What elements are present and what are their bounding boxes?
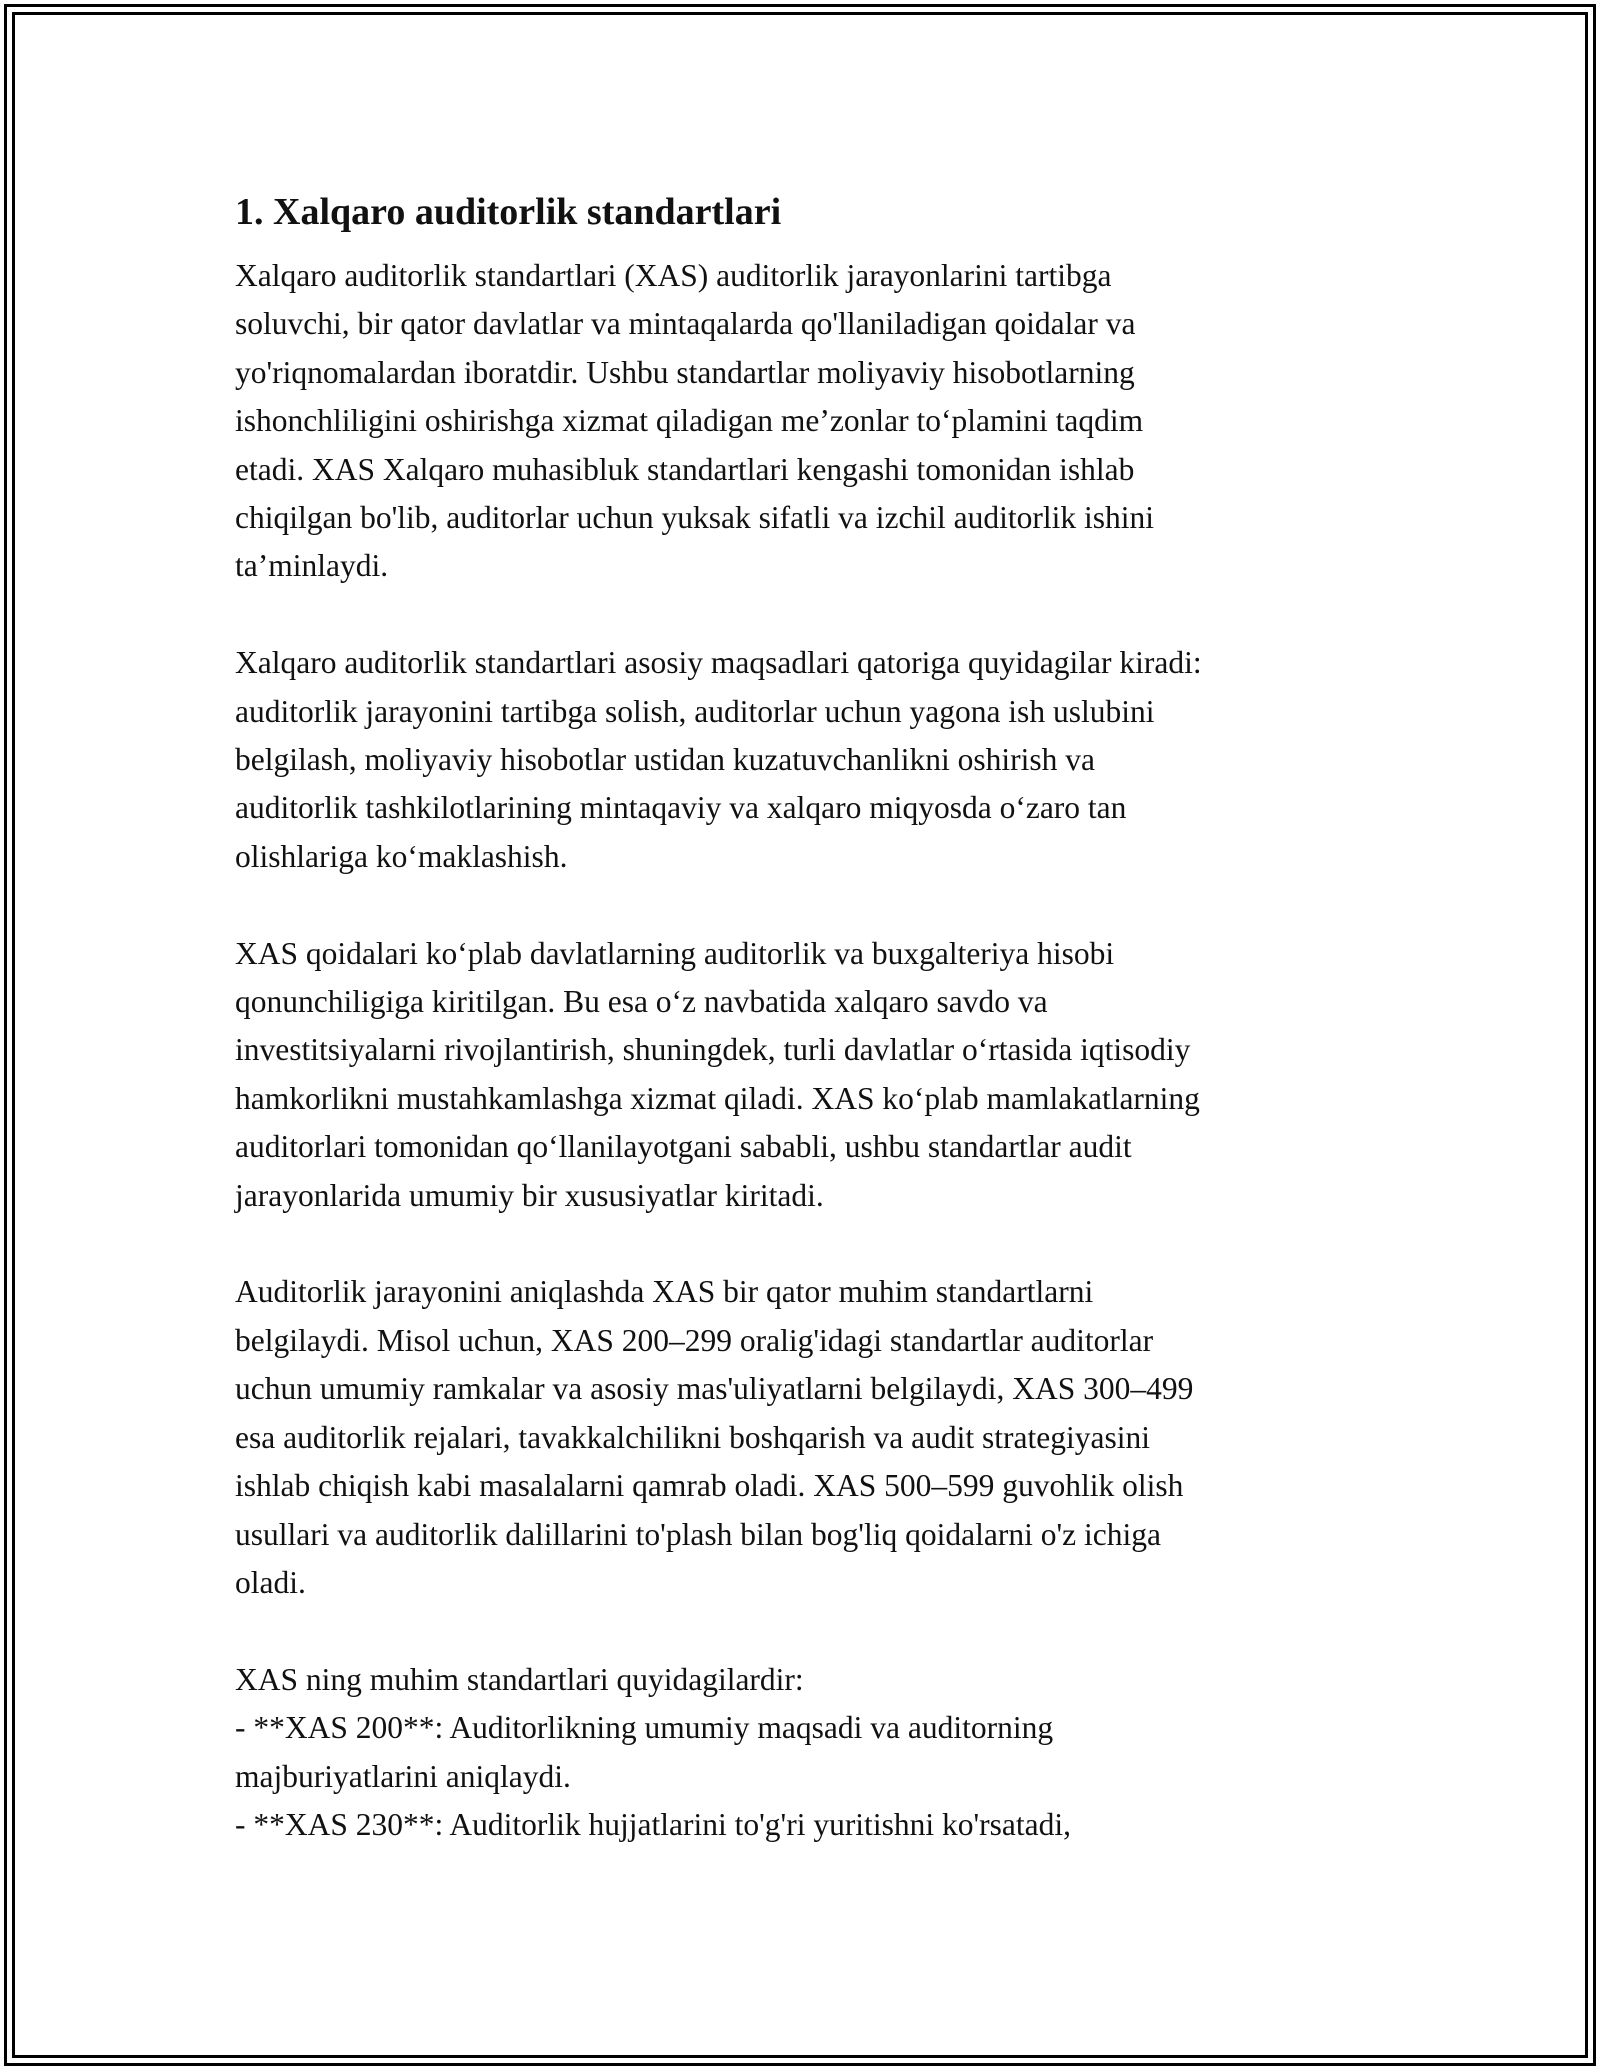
text-line: esa auditorlik rejalari, tavakkalchilikni boshqarish va audit strategiyasini — [235, 1419, 1150, 1455]
text-line: investitsiyalarni rivojlantirish, shuningdek, turli davlatlar o‘rtasida iqtisodiy — [235, 1032, 1191, 1068]
text-line: usullari va auditorlik dalillarini to'plash bilan bog'liq qoidalarni o'z ichiga — [235, 1516, 1161, 1552]
text-line: majburiyatlarini aniqlaydi. — [235, 1758, 571, 1794]
text-line: Auditorlik jarayonini aniqlashda XAS bir qator muhim standartlarni — [235, 1274, 1094, 1310]
text-line: oladi. — [235, 1564, 306, 1600]
text-line: auditorlik jarayonini tartibga solish, auditorlar uchun yagona ish uslubini — [235, 693, 1155, 729]
paragraph-xas-ranges — [235, 1268, 1375, 1607]
list-item: - **XAS 200**: Auditorlikning umumiy maqsadi va auditorning — [235, 1710, 1054, 1746]
text-line: hamkorlikni mustahkamlashga xizmat qiladi. XAS ko‘plab mamlakatlarning — [235, 1080, 1200, 1116]
paragraph-xas-goals — [235, 639, 1375, 881]
paragraph-xas-key-standards — [235, 1656, 1375, 1850]
text-line: Xalqaro auditorlik standartlari (XAS) auditorlik jarayonlarini tartibga — [235, 258, 1112, 293]
text-line: ta’minlaydi. — [235, 548, 389, 584]
list-item: - **XAS 230**: Auditorlik hujjatlarini to'g'ri yuritishni ko'rsatadi, — [235, 1806, 1071, 1842]
text-line: Xalqaro auditorlik standartlari asosiy maqsadlari qatoriga quyidagilar kiradi: — [235, 645, 1202, 681]
text-line: yo'riqnomalardan iboratdir. Ushbu standartlar moliyaviy hisobotlarning — [235, 354, 1135, 390]
text-line: soluvchi, bir qator davlatlar va mintaqalarda qo'llaniladigan qoidalar va — [235, 306, 1136, 342]
text-line: jarayonlarida umumiy bir xususiyatlar kiritadi. — [235, 1177, 824, 1213]
text-line: uchun umumiy ramkalar va asosiy mas'uliyatlarni belgilaydi, XAS 300–499 — [235, 1371, 1194, 1407]
text-line: XAS qoidalari ko‘plab davlatlarning auditorlik va buxgalteriya hisobi — [235, 935, 1115, 971]
paragraph-xas-legislation — [235, 930, 1375, 1220]
text-line: belgilash, moliyaviy hisobotlar ustidan kuzatuvchanlikni oshirish va — [235, 742, 1095, 778]
paragraph-xas-definition — [235, 252, 1375, 591]
text-line: chiqilgan bo'lib, auditorlar uchun yuksak sifatli va izchil auditorlik ishini — [235, 500, 1154, 536]
text-line: XAS ning muhim standartlari quyidagilardir: — [235, 1661, 804, 1697]
document-title: 1. Xalqaro auditorlik standartlari — [235, 191, 782, 233]
text-line: auditorlari tomonidan qo‘llanilayotgani sababli, ushbu standartlar audit — [235, 1129, 1132, 1165]
text-line: ishlab chiqish kabi masalalarni qamrab oladi. XAS 500–599 guvohlik olish — [235, 1468, 1184, 1504]
text-line: auditorlik tashkilotlarining mintaqaviy va xalqaro miqyosda o‘zaro tan — [235, 790, 1127, 826]
text-line: olishlariga ko‘maklashish. — [235, 838, 568, 874]
text-line: ishonchliligini oshirishga xizmat qiladigan me’zonlar to‘plamini taqdim — [235, 403, 1144, 439]
text-line: etadi. XAS Xalqaro muhasibluk standartlari kengashi tomonidan ishlab — [235, 451, 1135, 487]
text-line: qonunchiligiga kiritilgan. Bu esa o‘z navbatida xalqaro savdo va — [235, 984, 1048, 1020]
document-body — [235, 188, 1375, 1849]
text-line: belgilaydi. Misol uchun, XAS 200–299 oralig'idagi standartlar auditorlar — [235, 1322, 1154, 1358]
